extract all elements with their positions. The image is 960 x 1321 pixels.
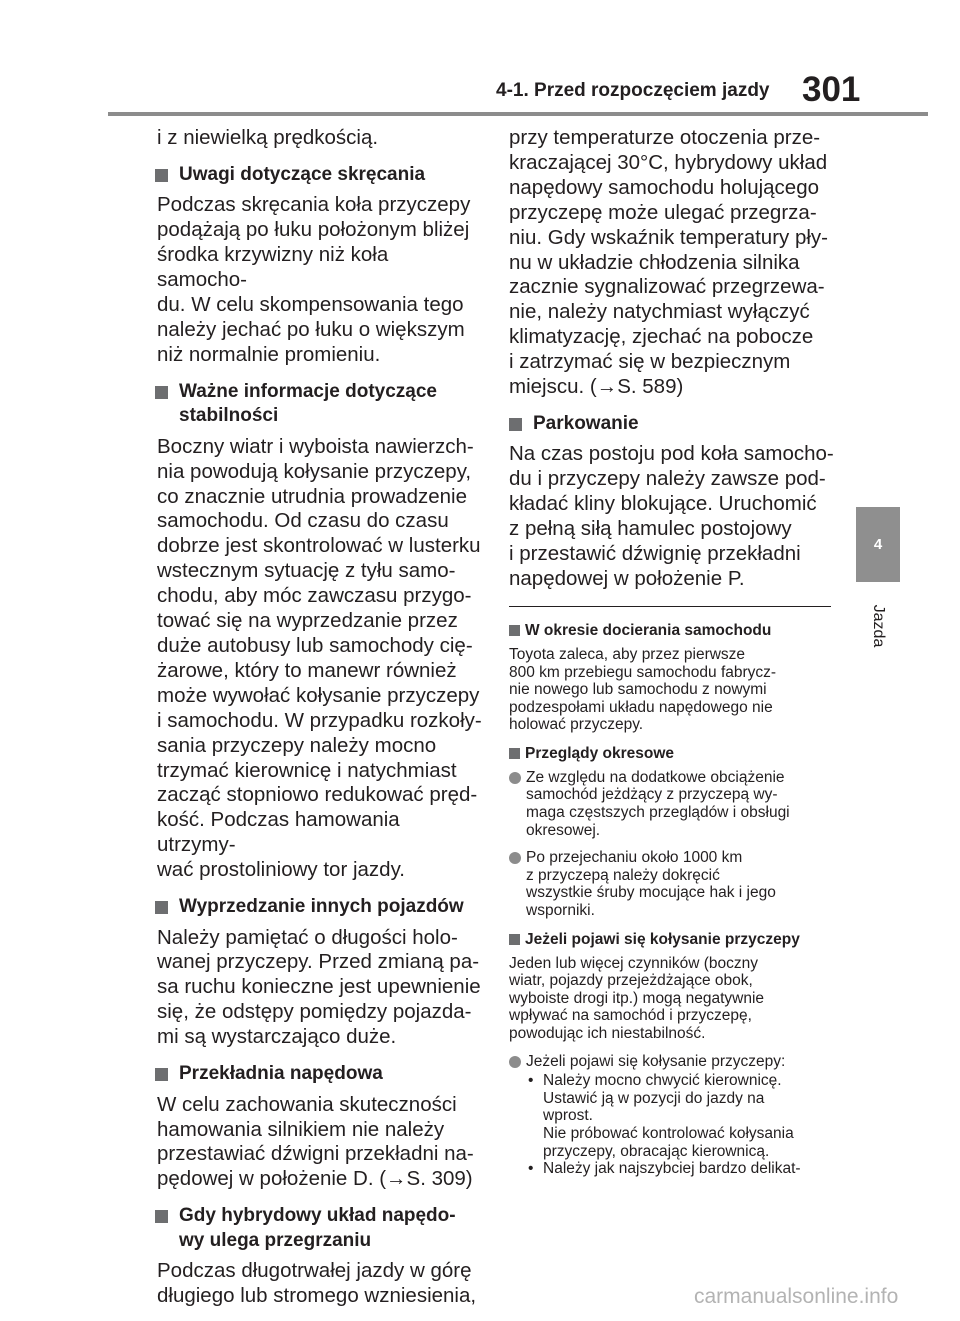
note-heading-text: W okresie docierania samochodu: [525, 621, 772, 639]
paragraph: Podczas skręcania koła przyczepy podążają po łuku położonym bliżej środka krzywizny niż koła samocho- du. W celu skompensowania tego należy jechać po łuku o większym niż normalnie promieniu.: [157, 193, 471, 366]
circle-bullet-icon: [509, 772, 521, 784]
square-bullet-icon: [509, 748, 520, 759]
square-bullet-icon: [155, 1210, 168, 1223]
square-bullet-icon: [155, 386, 168, 399]
right-column: [509, 126, 835, 1188]
note-heading: [509, 744, 835, 763]
heading-text: Wyprzedzanie innych pojazdów: [179, 896, 464, 918]
watermark: carmanualsonline.info: [694, 1285, 899, 1308]
heading-text: Przekładnia napędowa: [179, 1063, 383, 1085]
paragraph: W celu zachowania skuteczności hamowania silnikiem nie należy przestawiać dźwigni przekładni na- pędowej w położenie D. (→S. 309): [157, 1092, 474, 1191]
note-item-text: Jeżeli pojawi się kołysanie przyczepy:: [526, 1052, 786, 1070]
note-item-text: Ze względu na dodatkowe obciążenie samochód jeżdżący z przyczepą wy- maga częstszych przeglądów i obsługi okresowej.: [526, 768, 790, 839]
paragraph: i z niewielką prędkością.: [157, 126, 379, 149]
left-column: [157, 126, 483, 1321]
note-heading-text: Jeżeli pojawi się kołysanie przyczepy: [525, 930, 800, 948]
note-item: [509, 1053, 835, 1178]
note-heading: [509, 930, 835, 949]
square-bullet-icon: [509, 418, 522, 431]
circle-bullet-icon: [509, 852, 521, 864]
square-bullet-icon: [509, 934, 520, 945]
section-heading: [155, 1062, 483, 1087]
note-heading-text: Przeglądy okresowe: [525, 744, 675, 762]
note-text: Jeden lub więcej czynników (boczny wiatr, pojazdy przejeżdżające obok, wyboiste drogi itp.) mogą negatywnie wpływać na samochód i przyczepę, powodując ich niestabilność.: [509, 954, 765, 1042]
notes-divider: [509, 606, 831, 607]
square-bullet-icon: [155, 169, 168, 182]
heading-text: Parkowanie: [533, 412, 639, 434]
paragraph: Boczny wiatr i wyboista nawierzch- nia powodują kołysanie przyczepy, co znacznie utrudnia prowadzenie samochodu. Od czasu do czasu dobrze jest skontrolować w lusterku wstecznym sytuację z tyłu samo- chodu, aby móc zawczasu przygo- tować się na wyprzedzanie przez duże autobusy lub samochody cię- żarowe, który to manewr również może wywołać kołysanie przyczepy i samochodu. W przypadku rozkoły- sania przyczepy należy mocno trzymać kierownicę i natychmiast zacząć stopniowo redukować pręd- kość. Podczas hamowania utrzymy- wać prostoliniowy tor jazdy.: [157, 434, 482, 882]
bullet-list: [526, 1072, 835, 1178]
header-rule: [108, 112, 928, 116]
list-item: • Należy jak najszybciej bardzo delikat-: [526, 1160, 835, 1178]
section-heading: [509, 412, 835, 437]
section-title: 4-1. Przed rozpoczęciem jazdy: [496, 80, 770, 101]
paragraph: przy temperaturze otoczenia prze- kraczającej 30°C, hybrydowy układ napędowy samochodu holującego przyczepę może ulegać przegrza- niu. Gdy wskaźnik temperatury pły- nu w układzie chłodzenia silnika zacznie sygnalizować przegrzewa- nie, należy natychmiast wyłączyć klimatyzację, zjechać na pobocze i zatrzymać się w bezpiecznym miejscu. (→S. 589): [509, 126, 829, 399]
section-heading: [155, 163, 483, 188]
chapter-label: [860, 596, 896, 656]
square-bullet-icon: [509, 625, 520, 636]
paragraph: Podczas długotrwałej jazdy w górę długiego lub stromego wzniesienia,: [157, 1259, 477, 1308]
list-item: • Należy mocno chwycić kierownicę. Ustawić ją w pozycji do jazdy na wprost. Nie próbować kontrolować kołysania przyczepy, obracając kierownicą.: [526, 1072, 835, 1160]
section-heading: [155, 380, 483, 429]
note-item: [509, 849, 835, 919]
note-item-text: Po przejechaniu około 1000 km z przyczepą należy dokręcić wszystkie śruby mocujące hak i jego wsporniki.: [526, 849, 776, 920]
square-bullet-icon: [155, 1068, 168, 1081]
note-heading: [509, 621, 835, 640]
chapter-label-text: Jazda: [870, 604, 887, 648]
heading-text: Gdy hybrydowy układ napędo- wy ulega przegrzaniu: [179, 1205, 456, 1251]
page-number: 301: [802, 70, 861, 109]
section-heading: [155, 1204, 483, 1253]
note-item: [509, 769, 835, 839]
chapter-tab: 4: [856, 507, 900, 582]
circle-bullet-icon: [509, 1056, 521, 1068]
section-heading: [155, 895, 483, 920]
paragraph: Na czas postoju pod koła samocho- du i przyczepy należy zawsze pod- kładać kliny blokujące. Uruchomić z pełną siłą hamulec postojowy i przestawić dźwignię przekładni napędowej w położenie P.: [509, 442, 834, 590]
heading-text: Ważne informacje dotyczące stabilności: [179, 380, 437, 427]
heading-text: Uwagi dotyczące skręcania: [179, 163, 426, 185]
paragraph: Należy pamiętać o długości holo- wanej przyczepy. Przed zmianą pa- sa ruchu konieczne jest upewnienie się, że odstępy pomiędzy pojazda- mi są wystarczająco duże.: [157, 925, 481, 1049]
note-text: Toyota zaleca, aby przez pierwsze 800 km przebiegu samochodu fabrycz- nie nowego lub samochodu z nowymi podzespołami układu napędowego nie holować przyczepy.: [509, 645, 777, 734]
square-bullet-icon: [155, 901, 168, 914]
